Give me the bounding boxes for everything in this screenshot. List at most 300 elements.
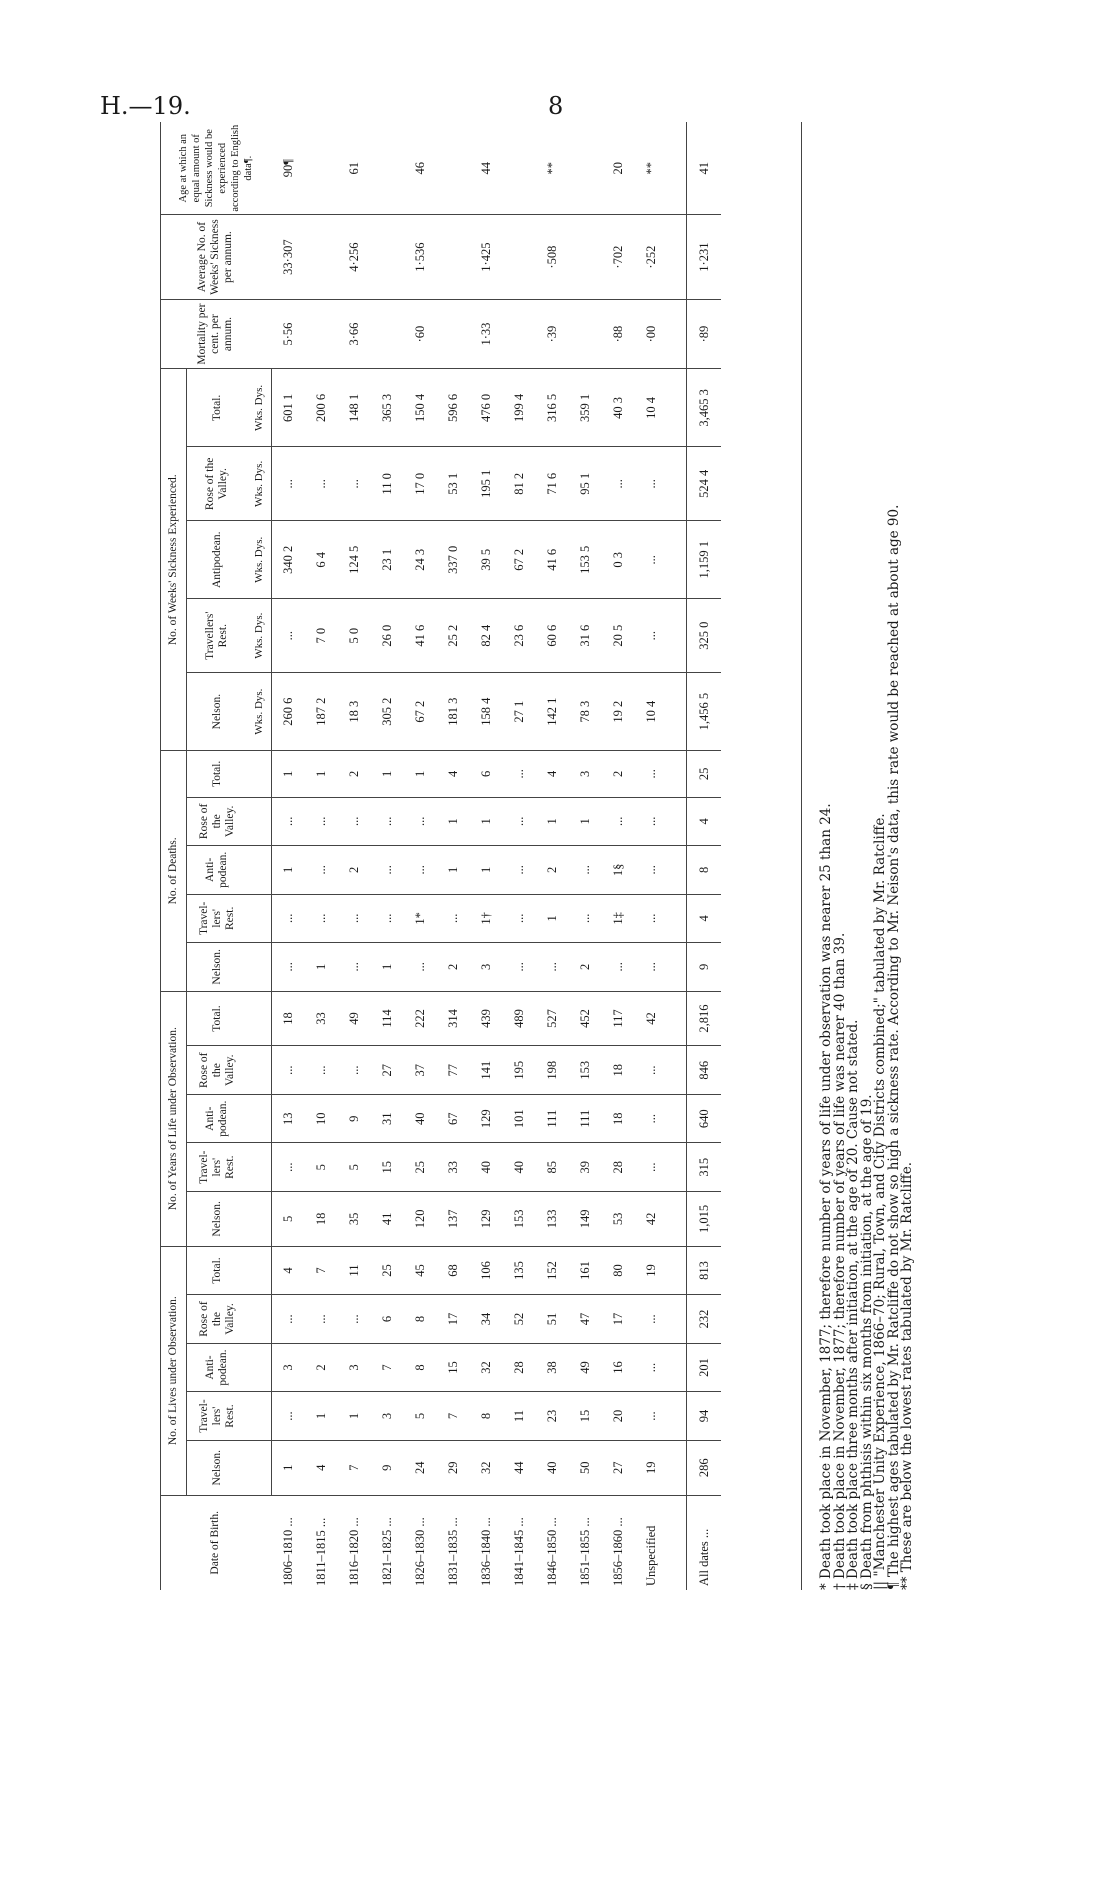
sub-header: Total.	[187, 1246, 248, 1295]
sickness-cell: 124 5	[338, 521, 371, 599]
lives-cell: 1	[272, 1440, 306, 1495]
date-of-birth-cell: 1836–1840 ...	[479, 1517, 493, 1586]
sickness-cell: 5 0	[338, 599, 371, 673]
age-equivalent-header: Age at which an equal amount of Sickness would be experienced according to English data¶.	[160, 122, 272, 215]
years-cell: 195	[503, 1046, 536, 1095]
lives-cell: 80	[602, 1246, 635, 1295]
deaths-cell: ...	[569, 894, 602, 943]
sub-header: Rose of the Valley.	[187, 447, 248, 521]
lives-cell: 25	[371, 1246, 404, 1295]
years-cell: 846	[687, 1046, 722, 1095]
sub-header: Travel-lers' Rest.	[187, 894, 248, 943]
years-cell: 18	[272, 991, 306, 1046]
sickness-cell: 601 1	[272, 369, 306, 447]
deaths-cell: ...	[305, 797, 338, 846]
age-equivalent-cell: **	[536, 122, 569, 215]
years-cell: 41	[371, 1191, 404, 1246]
deaths-cell: 9	[687, 943, 722, 992]
deaths-cell: 4	[437, 751, 470, 797]
mortality-cell: 5·56	[272, 299, 306, 369]
years-cell: 222	[404, 991, 437, 1046]
mortality-cell: ·88	[602, 299, 635, 369]
deaths-cell: 1	[437, 846, 470, 895]
age-equivalent-cell: 61	[338, 122, 371, 215]
footnote: ** These are below the lowest rates tabulated by Mr. Ratcliffe.	[899, 1161, 915, 1590]
sickness-cell: 19 2	[602, 673, 635, 751]
date-of-birth-cell: 1821–1825 ...	[380, 1517, 394, 1586]
years-cell: 67	[437, 1094, 470, 1143]
years-cell: ...	[272, 1143, 306, 1192]
sickness-cell: 359 1	[569, 369, 602, 447]
sub-header: Rose of the Valley.	[187, 1295, 248, 1344]
sickness-cell: 365 3	[371, 369, 404, 447]
years-cell: 33	[305, 991, 338, 1046]
sickness-cell: 3,465 3	[687, 369, 722, 447]
deaths-cell: 1	[272, 751, 306, 797]
deaths-cell: ...	[602, 943, 635, 992]
deaths-cell: 1	[371, 943, 404, 992]
sickness-cell: 1,456 5	[687, 673, 722, 751]
date-of-birth-cell: 1831–1835 ...	[446, 1517, 460, 1586]
sickness-cell: 10 4	[635, 673, 668, 751]
sickness-cell: 150 4	[404, 369, 437, 447]
deaths-cell: 1‡	[602, 894, 635, 943]
deaths-cell: ...	[503, 943, 536, 992]
years-cell: 111	[569, 1094, 602, 1143]
years-cell: 37	[404, 1046, 437, 1095]
deaths-cell: 1	[569, 797, 602, 846]
years-cell: ...	[338, 1046, 371, 1095]
lives-cell: 6	[371, 1295, 404, 1344]
sub-header: Travel-lers' Rest.	[187, 1143, 248, 1192]
deaths-cell: ...	[338, 943, 371, 992]
lives-cell: 201	[687, 1343, 722, 1392]
sub-header: Nelson.	[187, 1191, 248, 1246]
years-cell: ...	[635, 1143, 668, 1192]
lives-group-header: No. of Lives under Observation.	[160, 1246, 187, 1495]
lives-cell: 7	[371, 1343, 404, 1392]
sickness-cell: 25 2	[437, 599, 470, 673]
lives-cell: 17	[437, 1295, 470, 1344]
footnote: * Death took place in November, 1877; therefore number of years of life under observation was nearer 25 than 24.	[818, 803, 834, 1590]
deaths-cell: 4	[687, 894, 722, 943]
footnote: ‡ Death took place three months after initiation, at the age of 20. Cause not stated.	[845, 1019, 861, 1590]
deaths-group-header: No. of Deaths.	[160, 751, 187, 991]
avg-sickness-cell: 33·307	[272, 215, 306, 299]
lives-cell: 47	[569, 1295, 602, 1344]
lives-cell: 15	[569, 1392, 602, 1441]
sickness-cell: 40 3	[602, 369, 635, 447]
sickness-cell: 476 0	[470, 369, 503, 447]
years-cell: 137	[437, 1191, 470, 1246]
years-cell: 114	[371, 991, 404, 1046]
deaths-cell: 2	[602, 751, 635, 797]
sickness-cell: 20 5	[602, 599, 635, 673]
deaths-cell: 6	[470, 751, 503, 797]
lives-cell: 17	[602, 1295, 635, 1344]
deaths-cell: ...	[371, 894, 404, 943]
deaths-cell: ...	[503, 846, 536, 895]
avg-sickness-header: Average No. of Weeks' Sickness per annum.	[160, 215, 272, 299]
lives-cell: 286	[687, 1440, 722, 1495]
document-code: H.—19.	[100, 92, 191, 120]
sickness-cell: ...	[272, 447, 306, 521]
age-equivalent-cell: 44	[470, 122, 503, 215]
lives-cell: ...	[305, 1295, 338, 1344]
deaths-cell: ...	[404, 943, 437, 992]
avg-sickness-cell: ·508	[536, 215, 569, 299]
deaths-cell: ...	[503, 894, 536, 943]
deaths-cell: ...	[272, 894, 306, 943]
deaths-cell: 1†	[470, 894, 503, 943]
lives-cell: 813	[687, 1246, 722, 1295]
years-cell: 5	[338, 1143, 371, 1192]
deaths-cell: 1	[536, 894, 569, 943]
sickness-cell: 27 1	[503, 673, 536, 751]
deaths-cell: 4	[687, 797, 722, 846]
lives-cell: 5	[404, 1392, 437, 1441]
lives-cell: 19	[635, 1440, 668, 1495]
deaths-cell: ...	[536, 943, 569, 992]
lives-cell: 68	[437, 1246, 470, 1295]
deaths-cell: ...	[635, 797, 668, 846]
avg-sickness-cell: ·702	[602, 215, 635, 299]
lives-cell: 38	[536, 1343, 569, 1392]
lives-cell: 7	[338, 1440, 371, 1495]
years-cell: ...	[635, 1094, 668, 1143]
lives-cell: 32	[470, 1440, 503, 1495]
sickness-cell: 142 1	[536, 673, 569, 751]
sub-header: Rose of the Valley.	[187, 797, 248, 846]
lives-cell: 161	[569, 1246, 602, 1295]
lives-cell: 135	[503, 1246, 536, 1295]
deaths-cell: ...	[272, 797, 306, 846]
units-label: Wks. Dys.	[247, 369, 272, 447]
years-cell: 640	[687, 1094, 722, 1143]
sickness-cell: 67 2	[404, 673, 437, 751]
sub-header: Total.	[187, 991, 248, 1046]
years-cell: 129	[470, 1191, 503, 1246]
sickness-cell: 23 1	[371, 521, 404, 599]
years-cell: 40	[404, 1094, 437, 1143]
deaths-cell: 8	[687, 846, 722, 895]
lives-cell: 27	[602, 1440, 635, 1495]
sickness-cell: 1,159 1	[687, 521, 722, 599]
years-cell: 314	[437, 991, 470, 1046]
sickness-cell: 60 6	[536, 599, 569, 673]
years-cell: 133	[536, 1191, 569, 1246]
units-label: Wks. Dys.	[247, 447, 272, 521]
lives-cell: 152	[536, 1246, 569, 1295]
lives-cell: 29	[437, 1440, 470, 1495]
units-label: Wks. Dys.	[247, 521, 272, 599]
deaths-cell: ...	[635, 943, 668, 992]
lives-cell: 8	[470, 1392, 503, 1441]
years-cell: 2,816	[687, 991, 722, 1046]
deaths-cell: 2	[338, 846, 371, 895]
date-of-birth-cell: 1851–1855 ...	[578, 1517, 592, 1586]
mortality-cell: ·89	[687, 299, 722, 369]
date-of-birth-cell: 1841–1845 ...	[512, 1517, 526, 1586]
years-cell: 40	[470, 1143, 503, 1192]
lives-cell: 8	[404, 1295, 437, 1344]
sickness-cell: 148 1	[338, 369, 371, 447]
lives-cell: 15	[437, 1343, 470, 1392]
footnote: || "Manchester Unity Experience, 1866–70; Rural, Town, and City Districts combined;" tabulated by Mr. Ratcliffe.	[872, 813, 888, 1590]
lives-cell: 24	[404, 1440, 437, 1495]
deaths-cell: ...	[635, 751, 668, 797]
sickness-cell: ...	[338, 447, 371, 521]
lives-cell: ...	[635, 1295, 668, 1344]
footnotes	[818, 504, 915, 1590]
avg-sickness-cell: ·252	[635, 215, 668, 299]
footnote: ¶ The highest ages tabulated by Mr. Ratcliffe do not show so high a sickness rate. According to Mr. Neison's data, this rate would be reached at about age 90.	[885, 504, 902, 1590]
deaths-cell: 1*	[404, 894, 437, 943]
lives-cell: ...	[338, 1295, 371, 1344]
sickness-cell: 305 2	[371, 673, 404, 751]
years-cell: 53	[602, 1191, 635, 1246]
deaths-cell: ...	[404, 797, 437, 846]
years-cell: 18	[602, 1094, 635, 1143]
sickness-cell: 6 4	[305, 521, 338, 599]
date-of-birth-cell: All dates ...	[687, 1495, 722, 1590]
age-equivalent-cell: **	[635, 122, 668, 215]
avg-sickness-cell: 1·425	[470, 215, 503, 299]
deaths-cell: 1	[272, 846, 306, 895]
years-cell: ...	[305, 1046, 338, 1095]
deaths-cell: 4	[536, 751, 569, 797]
lives-cell: ...	[272, 1295, 306, 1344]
years-cell: 5	[272, 1191, 306, 1246]
years-cell: 35	[338, 1191, 371, 1246]
date-of-birth-cell: 1826–1830 ...	[413, 1517, 427, 1586]
lives-cell: 49	[569, 1343, 602, 1392]
mortality-header: Mortality per cent. per annum.	[160, 299, 272, 369]
sickness-cell: 316 5	[536, 369, 569, 447]
deaths-cell: 1	[404, 751, 437, 797]
years-cell: 85	[536, 1143, 569, 1192]
lives-cell: ...	[272, 1392, 306, 1441]
deaths-cell: 1	[371, 751, 404, 797]
lives-cell: 23	[536, 1392, 569, 1441]
sickness-cell: 26 0	[371, 599, 404, 673]
age-equivalent-cell: 46	[404, 122, 437, 215]
lives-cell: 3	[338, 1343, 371, 1392]
deaths-cell: ...	[404, 846, 437, 895]
sub-header: Rose of the Valley.	[187, 1046, 248, 1095]
sickness-cell: 524 4	[687, 447, 722, 521]
sickness-cell: 337 0	[437, 521, 470, 599]
years-group-header: No. of Years of Life under Observation.	[160, 991, 187, 1246]
avg-sickness-cell: 1·536	[404, 215, 437, 299]
years-cell: 31	[371, 1094, 404, 1143]
sickness-cell: ...	[305, 447, 338, 521]
mortality-cell: ·00	[635, 299, 668, 369]
years-cell: 153	[503, 1191, 536, 1246]
years-cell: 5	[305, 1143, 338, 1192]
lives-cell: 2	[305, 1343, 338, 1392]
age-equivalent-cell: 41	[687, 122, 722, 215]
sickness-cell: 199 4	[503, 369, 536, 447]
sickness-cell: 153 5	[569, 521, 602, 599]
lives-cell: 34	[470, 1295, 503, 1344]
deaths-cell: ...	[635, 846, 668, 895]
years-cell: 77	[437, 1046, 470, 1095]
sub-header: Anti-podean.	[187, 1343, 248, 1392]
deaths-cell: 3	[470, 943, 503, 992]
units-label: Wks. Dys.	[247, 673, 272, 751]
years-cell: 527	[536, 991, 569, 1046]
sickness-cell: 41 6	[404, 599, 437, 673]
years-cell: 141	[470, 1046, 503, 1095]
years-cell: 42	[635, 991, 668, 1046]
deaths-cell: 1	[305, 943, 338, 992]
lives-cell: 3	[371, 1392, 404, 1441]
years-cell: 28	[602, 1143, 635, 1192]
mortality-cell: 1·33	[470, 299, 503, 369]
mortality-cell: 3·66	[338, 299, 371, 369]
sickness-cell: 260 6	[272, 673, 306, 751]
deaths-cell: ...	[338, 797, 371, 846]
sickness-cell: 0 3	[602, 521, 635, 599]
mortality-cell: ·60	[404, 299, 437, 369]
lives-cell: 40	[536, 1440, 569, 1495]
years-cell: 452	[569, 991, 602, 1046]
date-of-birth-cell: 1811–1815 ...	[314, 1517, 328, 1586]
years-cell: 439	[470, 991, 503, 1046]
lives-cell: 1	[305, 1392, 338, 1441]
sickness-cell: 181 3	[437, 673, 470, 751]
sickness-cell: ...	[635, 521, 668, 599]
years-cell: 315	[687, 1143, 722, 1192]
sickness-cell: 158 4	[470, 673, 503, 751]
years-cell: 18	[305, 1191, 338, 1246]
deaths-cell: 1	[437, 797, 470, 846]
lives-cell: 52	[503, 1295, 536, 1344]
years-cell: 25	[404, 1143, 437, 1192]
sub-header: Anti-podean.	[187, 846, 248, 895]
footnote: § Death from phthisis within six months from initiation, at the age of 19.	[858, 1094, 875, 1590]
years-cell: 1,015	[687, 1191, 722, 1246]
years-cell: ...	[635, 1046, 668, 1095]
lives-cell: 8	[404, 1343, 437, 1392]
sub-header: Nelson.	[187, 673, 248, 751]
years-cell: 27	[371, 1046, 404, 1095]
lives-cell: 32	[470, 1343, 503, 1392]
lives-cell: 11	[338, 1246, 371, 1295]
years-cell: 10	[305, 1094, 338, 1143]
lives-cell: 11	[503, 1392, 536, 1441]
sub-header: Total.	[187, 751, 248, 797]
deaths-cell: ...	[602, 797, 635, 846]
deaths-cell: 2	[437, 943, 470, 992]
years-cell: 149	[569, 1191, 602, 1246]
sickness-cell: 10 4	[635, 369, 668, 447]
lives-cell: 51	[536, 1295, 569, 1344]
years-cell: 49	[338, 991, 371, 1046]
sub-header: Total.	[187, 369, 248, 447]
sickness-cell: 200 6	[305, 369, 338, 447]
deaths-cell: 25	[687, 751, 722, 797]
sickness-cell: 17 0	[404, 447, 437, 521]
lives-cell: 19	[635, 1246, 668, 1295]
lives-cell: 106	[470, 1246, 503, 1295]
deaths-cell: ...	[503, 797, 536, 846]
years-cell: ...	[272, 1046, 306, 1095]
sickness-cell: 78 3	[569, 673, 602, 751]
date-of-birth-cell: 1806–1810 ...	[280, 1517, 295, 1586]
lives-cell: 4	[272, 1246, 306, 1295]
deaths-cell: 1§	[602, 846, 635, 895]
years-cell: 13	[272, 1094, 306, 1143]
lives-cell: 7	[305, 1246, 338, 1295]
lives-cell: 20	[602, 1392, 635, 1441]
deaths-cell: 1	[536, 797, 569, 846]
sickness-cell: 18 3	[338, 673, 371, 751]
years-cell: 101	[503, 1094, 536, 1143]
sickness-cell: 340 2	[272, 521, 306, 599]
deaths-cell: 2	[569, 943, 602, 992]
sickness-cell: 7 0	[305, 599, 338, 673]
lives-cell: 28	[503, 1343, 536, 1392]
deaths-cell: ...	[305, 846, 338, 895]
years-cell: 198	[536, 1046, 569, 1095]
lives-cell: 3	[272, 1343, 306, 1392]
years-cell: 489	[503, 991, 536, 1046]
deaths-cell: 3	[569, 751, 602, 797]
years-cell: 9	[338, 1094, 371, 1143]
lives-cell: 94	[687, 1392, 722, 1441]
sickness-cell: 41 6	[536, 521, 569, 599]
sickness-cell: 187 2	[305, 673, 338, 751]
years-cell: 33	[437, 1143, 470, 1192]
footnote: † Death took place in November, 1877; therefore number of years of life was nearer 40 than 39.	[831, 932, 848, 1590]
date-of-birth-cell: 1846–1850 ...	[545, 1517, 559, 1586]
deaths-cell: ...	[371, 846, 404, 895]
sub-header: Travel-lers' Rest.	[187, 1392, 248, 1441]
rotated-table-region	[160, 122, 915, 1590]
sickness-cell: ...	[635, 447, 668, 521]
sickness-cell: 31 6	[569, 599, 602, 673]
sickness-group-header: No. of Weeks' Sickness Experienced.	[160, 369, 187, 751]
years-cell: 39	[569, 1143, 602, 1192]
deaths-cell: ...	[272, 943, 306, 992]
age-equivalent-cell: 20	[602, 122, 635, 215]
sub-header: Nelson.	[187, 1440, 248, 1495]
sickness-cell: 53 1	[437, 447, 470, 521]
deaths-cell: 1	[470, 797, 503, 846]
sickness-cell: ...	[635, 599, 668, 673]
sickness-cell: 67 2	[503, 521, 536, 599]
years-cell: 15	[371, 1143, 404, 1192]
mortality-cell: ·39	[536, 299, 569, 369]
lives-cell: 7	[437, 1392, 470, 1441]
avg-sickness-cell: 1·231	[687, 215, 722, 299]
lives-cell: ...	[635, 1343, 668, 1392]
lives-cell: 9	[371, 1440, 404, 1495]
sickness-cell: 82 4	[470, 599, 503, 673]
units-label: Wks. Dys.	[247, 599, 272, 673]
sickness-cell: 24 3	[404, 521, 437, 599]
sickness-cell: 596 6	[437, 369, 470, 447]
lives-cell: 4	[305, 1440, 338, 1495]
lives-cell: 44	[503, 1440, 536, 1495]
deaths-cell: 1	[470, 846, 503, 895]
years-cell: 40	[503, 1143, 536, 1192]
years-cell: 153	[569, 1046, 602, 1095]
deaths-cell: ...	[371, 797, 404, 846]
years-cell: 117	[602, 991, 635, 1046]
